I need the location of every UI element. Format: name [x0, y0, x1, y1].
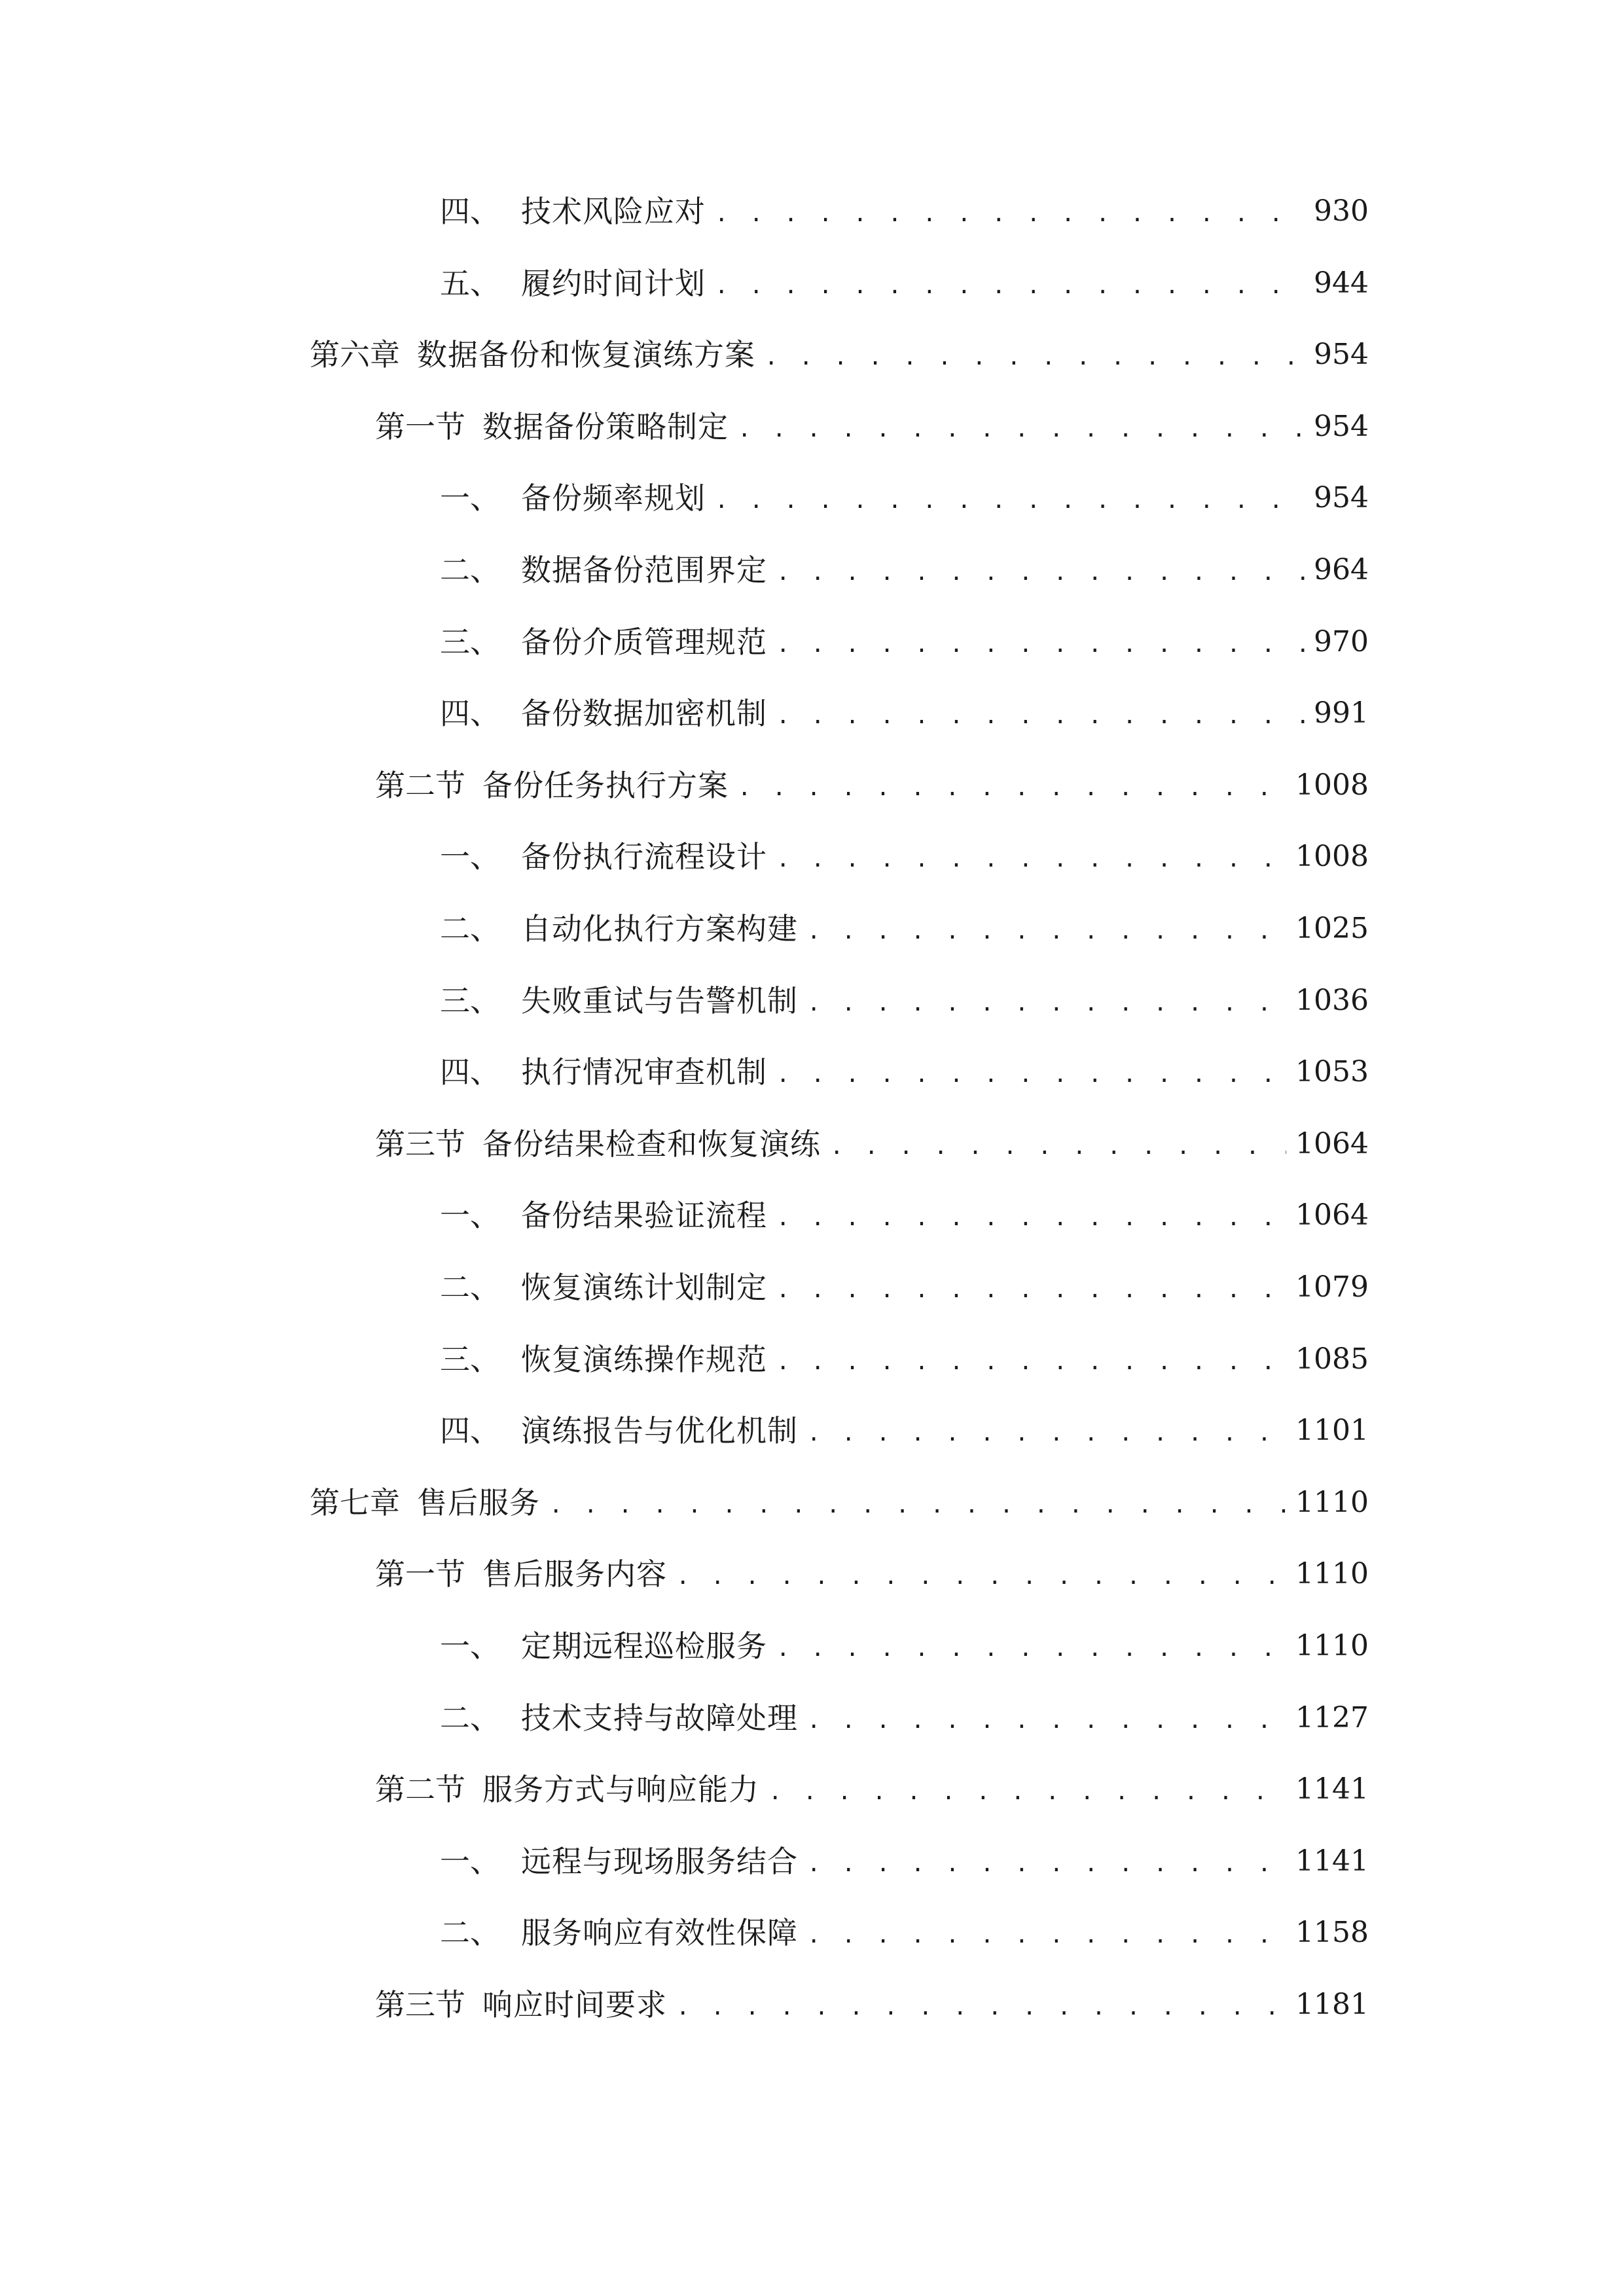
dot-leader	[738, 762, 1286, 808]
toc-entry[interactable]	[440, 1623, 1369, 1669]
toc-entry-number: 四、	[440, 194, 500, 229]
toc-entry-title: 自动化执行方案构建	[521, 911, 798, 946]
toc-entry[interactable]	[440, 547, 1369, 593]
toc-entry-number: 一、	[440, 839, 500, 875]
toc-entry-page-number: 1110	[1295, 1629, 1369, 1662]
toc-entry-page-number: 964	[1314, 553, 1369, 586]
toc-entry-page-number: 1101	[1295, 1414, 1369, 1448]
dot-leader	[776, 1265, 1286, 1310]
toc-entry[interactable]	[440, 1193, 1369, 1238]
toc-entry[interactable]	[440, 906, 1369, 952]
toc-entry[interactable]	[375, 1767, 1369, 1812]
toc-entry-number: 二、	[440, 1270, 500, 1305]
toc-entry-page-number: 1064	[1295, 1198, 1369, 1232]
toc-entry-title: 数据备份策略制定	[482, 408, 729, 444]
toc-entry-title: 恢复演练操作规范	[521, 1341, 767, 1377]
toc-entry-title: 响应时间要求	[482, 1987, 667, 2022]
dot-leader	[776, 834, 1286, 880]
toc-entry-title: 备份结果检查和恢复演练	[482, 1126, 821, 1162]
toc-entry-page-number: 1008	[1295, 768, 1369, 802]
toc-entry-number: 三、	[440, 1341, 500, 1377]
dot-leader	[830, 1121, 1286, 1167]
toc-entry-page-number: 1110	[1295, 1485, 1369, 1519]
dot-leader	[776, 1336, 1286, 1382]
toc-entry-number: 一、	[440, 1843, 500, 1879]
toc-entry[interactable]	[375, 762, 1369, 808]
toc-entry-number: 第六章	[310, 337, 400, 373]
toc-entry-page-number: 970	[1314, 624, 1369, 658]
toc-entry-title: 演练报告与优化机制	[521, 1413, 798, 1449]
toc-entry-number: 一、	[440, 1628, 500, 1664]
toc-entry-number: 第三节	[375, 1987, 465, 2022]
dot-leader	[807, 1408, 1286, 1454]
toc-entry-title: 备份任务执行方案	[482, 767, 729, 803]
dot-leader	[807, 1839, 1286, 1884]
dot-leader	[807, 906, 1286, 952]
toc-entry-number: 二、	[440, 911, 500, 946]
toc-entry-page-number: 954	[1314, 409, 1369, 443]
toc-entry-number: 四、	[440, 1413, 500, 1449]
toc-entry[interactable]	[440, 1336, 1369, 1382]
dot-leader	[676, 1551, 1286, 1597]
toc-entry[interactable]	[440, 691, 1369, 736]
toc-entry-page-number: 1158	[1295, 1916, 1369, 1950]
toc-entry[interactable]	[440, 188, 1369, 234]
toc-entry-number: 二、	[440, 1915, 500, 1951]
toc-entry[interactable]	[440, 1695, 1369, 1741]
dot-leader	[715, 188, 1305, 234]
toc-entry[interactable]	[440, 1265, 1369, 1310]
dot-leader	[776, 1623, 1286, 1669]
toc-entry-title: 备份介质管理规范	[521, 624, 767, 660]
toc-entry-title: 失败重试与告警机制	[521, 982, 798, 1018]
toc-entry-title: 数据备份和恢复演练方案	[417, 337, 755, 373]
dot-leader	[768, 1767, 1286, 1812]
toc-entry-title: 履约时间计划	[521, 265, 706, 301]
toc-entry[interactable]	[375, 1982, 1369, 2028]
toc-entry-title: 恢复演练计划制定	[521, 1270, 767, 1305]
dot-leader	[776, 1193, 1286, 1238]
toc-entry-number: 第一节	[375, 1556, 465, 1592]
toc-entry-page-number: 1036	[1295, 983, 1369, 1017]
toc-entry-title: 售后服务内容	[482, 1556, 667, 1592]
toc-entry-title: 备份结果验证流程	[521, 1198, 767, 1234]
toc-entry-page-number: 1053	[1295, 1055, 1369, 1089]
toc-entry-page-number: 930	[1314, 194, 1369, 228]
toc-entry-page-number: 1025	[1295, 912, 1369, 945]
toc-entry-page-number: 1064	[1295, 1126, 1369, 1160]
toc-entry[interactable]	[440, 1408, 1369, 1454]
toc-entry-title: 备份执行流程设计	[521, 839, 767, 875]
toc-entry-number: 第一节	[375, 408, 465, 444]
toc-entry[interactable]	[440, 475, 1369, 521]
toc-entry[interactable]	[310, 332, 1369, 378]
toc-entry-title: 执行情况审查机制	[521, 1054, 767, 1090]
toc-entry-title: 售后服务	[417, 1484, 540, 1520]
dot-leader	[776, 547, 1305, 593]
toc-entry-page-number: 1110	[1295, 1557, 1369, 1591]
toc-entry[interactable]	[310, 1480, 1369, 1526]
dot-leader	[715, 475, 1305, 521]
toc-entry[interactable]	[375, 1121, 1369, 1167]
toc-entry-number: 第三节	[375, 1126, 465, 1162]
toc-entry-page-number: 954	[1314, 338, 1369, 372]
toc-entry[interactable]	[375, 1551, 1369, 1597]
toc-entry-number: 四、	[440, 1054, 500, 1090]
toc-entry-title: 远程与现场服务结合	[521, 1843, 798, 1879]
toc-entry-page-number: 1079	[1295, 1270, 1369, 1304]
dot-leader	[738, 404, 1305, 450]
toc-entry-title: 技术支持与故障处理	[521, 1700, 798, 1736]
dot-leader	[807, 978, 1286, 1024]
toc-entry-number: 五、	[440, 265, 500, 301]
toc-entry-number: 第二节	[375, 767, 465, 803]
toc-entry-page-number: 944	[1314, 266, 1369, 300]
dot-leader	[776, 691, 1305, 736]
dot-leader	[676, 1982, 1286, 2028]
toc-entry[interactable]	[440, 1910, 1369, 1956]
toc-entry-title: 备份频率规划	[521, 480, 706, 516]
toc-entry-number: 第七章	[310, 1484, 400, 1520]
toc-entry-title: 服务方式与响应能力	[482, 1772, 759, 1808]
toc-entry[interactable]	[440, 1839, 1369, 1884]
dot-leader	[807, 1695, 1286, 1741]
toc-entry-number: 四、	[440, 696, 500, 732]
toc-entry-number: 三、	[440, 624, 500, 660]
dot-leader	[807, 1910, 1286, 1956]
toc-entry[interactable]	[440, 1049, 1369, 1095]
toc-entry-number: 第二节	[375, 1772, 465, 1808]
toc-entry-page-number: 1181	[1295, 1988, 1369, 2021]
toc-entry-title: 服务响应有效性保障	[521, 1915, 798, 1951]
dot-leader	[715, 260, 1305, 306]
toc-entry-page-number: 1085	[1295, 1342, 1369, 1376]
toc-entry-title: 备份数据加密机制	[521, 696, 767, 732]
toc-entry-number: 一、	[440, 480, 500, 516]
dot-leader	[776, 1049, 1286, 1095]
toc-entry-title: 数据备份范围界定	[521, 552, 767, 588]
toc-entry-title: 定期远程巡检服务	[521, 1628, 767, 1664]
toc-entry-page-number: 991	[1314, 696, 1369, 730]
toc-entry[interactable]	[440, 619, 1369, 665]
toc-entry-page-number: 954	[1314, 481, 1369, 515]
toc-entry-page-number: 1008	[1295, 840, 1369, 874]
dot-leader	[765, 332, 1305, 378]
toc-entry[interactable]	[375, 404, 1369, 450]
toc-entry[interactable]	[440, 260, 1369, 306]
toc-entry[interactable]	[440, 834, 1369, 880]
toc-entry-number: 二、	[440, 552, 500, 588]
toc-entry-page-number: 1127	[1295, 1700, 1369, 1734]
toc-entry-number: 三、	[440, 982, 500, 1018]
toc-entry-page-number: 1141	[1295, 1844, 1369, 1878]
toc-entry-number: 一、	[440, 1198, 500, 1234]
toc-entry-title: 技术风险应对	[521, 194, 706, 229]
toc-entry[interactable]	[440, 978, 1369, 1024]
toc-entry-number: 二、	[440, 1700, 500, 1736]
dot-leader	[549, 1480, 1286, 1526]
dot-leader	[776, 619, 1305, 665]
toc-entry-page-number: 1141	[1295, 1772, 1369, 1806]
